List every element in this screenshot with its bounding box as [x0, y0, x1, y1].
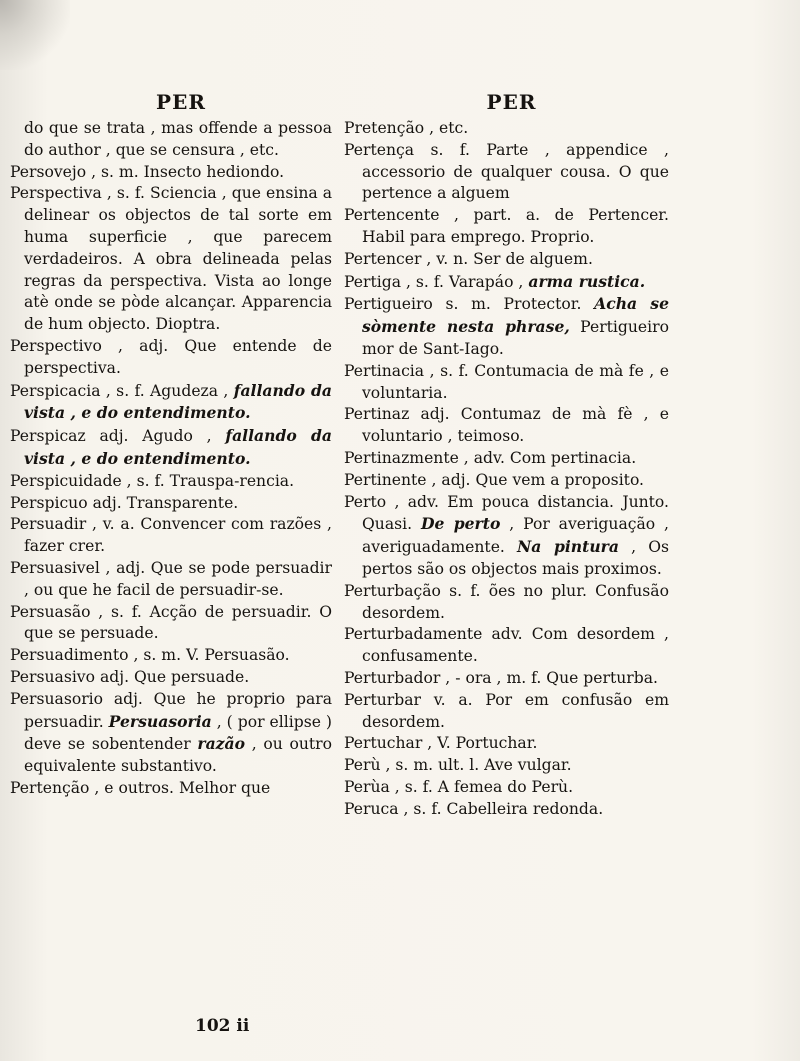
definition: , V. Portuchar.	[422, 734, 538, 753]
definition-italic: fallando da vista , e do entendimento.	[24, 380, 333, 423]
definition: , s. f. Trauspa-rencia.	[121, 471, 295, 490]
definition: adj. Agudo ,	[85, 427, 226, 446]
headword: Perspicuo	[10, 493, 88, 512]
definition: s. m. Protector.	[432, 295, 595, 314]
definition: , s. f. Contumacia de mà fe , e voluntaria.	[362, 361, 669, 402]
entry-pertinacia	[344, 361, 669, 405]
headword: Perturbadamente	[344, 625, 483, 644]
headword: Perù	[344, 756, 381, 775]
entry-continuation: Pretenção , etc.	[344, 119, 469, 137]
definition: , ou outro equivalente substantivo.	[24, 735, 332, 776]
definition: v. a. Por em confusão em desordem.	[362, 690, 669, 731]
definition: , v. a. Convencer com razões , fazer crer.	[24, 515, 332, 556]
definition: , adj. Que se pode persuadir , ou que he facil de persuadir-se.	[24, 558, 332, 599]
definition: , adj. Que vem a proposito.	[426, 470, 645, 489]
headword: Perturbação	[344, 581, 441, 600]
headword: Persuasivel	[10, 558, 100, 577]
headword: Perto	[344, 492, 387, 511]
entry-pertigueiro	[344, 293, 669, 360]
headword: Pertuchar	[344, 734, 423, 753]
entry-pertiga	[344, 271, 669, 294]
entry-peruca	[344, 799, 669, 821]
headword: Persuasivo	[10, 667, 96, 686]
headword: Peruca	[344, 799, 399, 818]
headword: Pertinente	[344, 470, 427, 489]
headword: Persuasão	[10, 602, 91, 621]
headword: Persovejo	[10, 162, 87, 181]
definition: , - ora , m. f. Que perturba.	[440, 668, 658, 687]
headword: Pertiga	[344, 272, 402, 291]
definition: , v. n. Ser de alguem.	[421, 249, 593, 268]
definition: , s. f. Varapáo ,	[401, 272, 529, 291]
entry-perspicaz	[10, 425, 332, 471]
headword: Perspectivo	[10, 336, 102, 355]
entry-pertencente	[344, 205, 669, 249]
entry-perturbacao	[344, 581, 669, 625]
definition: , part. a. de Pertencer. Habil para emprego. Proprio.	[362, 206, 669, 246]
right-column	[344, 88, 669, 821]
headword: Persuadimento	[10, 646, 129, 665]
entry-pertencer	[344, 249, 669, 271]
headword: Perùa	[344, 777, 390, 796]
definition-italic: arma rustica.	[528, 271, 646, 291]
entry-pertuchar	[344, 733, 669, 755]
definition: , ( por ellipse ) deve se sobentender	[24, 712, 332, 754]
definition: adv. Com desordem , confusamente.	[362, 625, 669, 666]
left-column	[10, 88, 332, 800]
definition: adj. Que he proprio para persuadir.	[24, 689, 332, 731]
definition: , s. m. ult. l. Ave vulgar.	[380, 756, 572, 775]
definition: , s. m. V. Persuasão.	[128, 646, 290, 665]
entry-perspicuo	[10, 493, 332, 515]
right-running-head: PER	[486, 90, 537, 114]
entry-persuasivel	[10, 558, 332, 602]
headword: Pertinacia	[344, 361, 425, 380]
entry-pertencao	[10, 778, 332, 800]
page-number: 102 ii	[195, 1016, 250, 1036]
headword: Persuasorio	[10, 689, 104, 708]
headword: Perspicacia	[10, 381, 101, 400]
entry-pertinazmente	[344, 448, 669, 470]
entry-persuadir	[10, 514, 332, 558]
definition: , Por averiguação , averiguadamente.	[362, 515, 669, 557]
definition-italic: Acha se sòmente nesta phrase,	[362, 294, 669, 337]
entry-perua	[344, 777, 669, 799]
entry-persuasorio	[10, 689, 332, 778]
definition: , adj. Que entende de perspectiva.	[24, 336, 332, 377]
definition-italic: De perto	[420, 514, 501, 534]
entry-pertinente	[344, 470, 669, 492]
headword: Pertencente	[344, 206, 440, 225]
headword: Perturbar	[344, 690, 421, 709]
definition-italic: Na pintura	[517, 537, 619, 557]
entry-perturbar	[344, 690, 669, 734]
headword: Pertenção	[10, 778, 90, 797]
definition: adj. Transparente.	[87, 493, 239, 512]
headword: Persuadir	[10, 515, 87, 534]
headword: Pertigueiro	[344, 295, 433, 314]
definition: , s. f. Cabelleira redonda.	[398, 799, 604, 818]
entry-perturbador	[344, 668, 669, 690]
entry-peru	[344, 755, 669, 777]
definition-italic: razão	[197, 734, 246, 754]
entry-perspectivo	[10, 336, 332, 380]
left-running-head: PER	[156, 90, 206, 114]
entry-continuation: do que se trata , mas offende a pessoa do author , que se censura , etc.	[24, 119, 332, 159]
definition-italic: Persuasoria	[108, 711, 212, 731]
definition: Pertigueiro mor de Sant-Iago.	[362, 318, 669, 358]
entry-persovejo	[10, 162, 332, 184]
definition: , s. f. A femea do Perù.	[389, 777, 574, 796]
definition: , s. f. Agudeza ,	[100, 381, 234, 400]
headword: Pertença	[344, 140, 415, 159]
entry-perto	[344, 492, 669, 581]
definition: , s. f. Sciencia , que ensina a delinear os objectos de tal sorte em huma superficie , que parecem verdadeiros. A obra delineada pelas regras da perspectiva. Vista ao longe atè onde se pòde alcançar. Apparencia de hum objecto. Dioptra.	[24, 184, 332, 334]
headword: Pertencer	[344, 249, 422, 268]
headword: Perspicuidade	[10, 471, 122, 490]
entry-perspectiva	[10, 183, 332, 336]
definition: s. f. Parte , appendice , accessorio de qualquer cousa. O que pertence a alguem	[362, 140, 669, 203]
definition: , adv. Em pouca distancia. Junto. Quasi.	[362, 492, 669, 534]
definition: adj. Contumaz de mà fè , e voluntario , teimoso.	[362, 405, 669, 446]
entry-persuasivo	[10, 667, 332, 689]
headword: Pertinaz	[344, 405, 410, 424]
entry-persuadimento	[10, 645, 332, 667]
definition-italic: fallando da vista , e do entendimento.	[24, 426, 333, 468]
definition: adj. Que persuade.	[95, 667, 250, 686]
headword: Perturbador	[344, 668, 441, 687]
entry-pertinaz	[344, 404, 669, 448]
entry-pertenca	[344, 140, 669, 205]
definition: , e outros. Melhor que	[89, 778, 271, 797]
definition: , s. m. Insecto hediondo.	[86, 162, 285, 181]
definition: , s. f. Acção de persuadir. O que se persuade.	[24, 602, 332, 643]
definition: , Os pertos são os objectos mais proximos.	[362, 538, 669, 578]
definition: , adv. Com pertinacia.	[458, 448, 637, 467]
entry-persuasao	[10, 602, 332, 646]
entry-perturbadamente	[344, 624, 669, 668]
headword: Pertinazmente	[344, 448, 459, 467]
headword: Perspectiva	[10, 184, 102, 203]
headword: Perspicaz	[10, 427, 86, 446]
entry-perspicuidade	[10, 471, 332, 493]
definition: s. f. ões no plur. Confusão desordem.	[362, 581, 669, 622]
scan-shadow	[0, 0, 70, 70]
entry-perspicacia	[10, 380, 332, 426]
